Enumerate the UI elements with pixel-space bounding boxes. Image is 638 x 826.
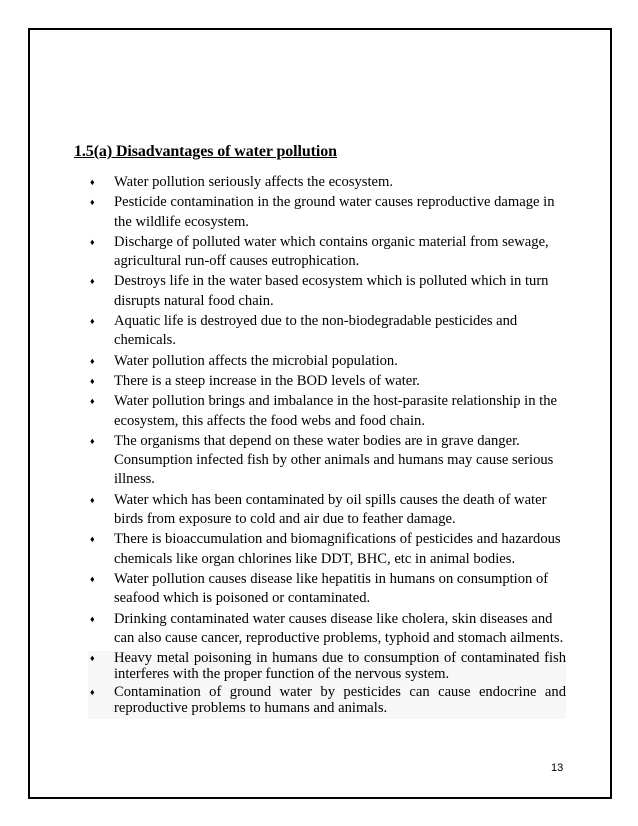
list-item: ♦ Pesticide contamination in the ground water causes reproductive damage in the wildlife ecosystem. <box>90 194 555 230</box>
disadvantages-list <box>88 173 568 649</box>
bullet-icon: ♦ <box>90 653 95 663</box>
bullet-icon: ♦ <box>90 177 95 187</box>
list-item: ♦ There is a steep increase in the BOD levels of water. <box>88 372 568 391</box>
list-item: ♦ Contamination of ground water by pesticides can cause endocrine and reproductive problems to humans and animals. <box>90 684 566 716</box>
bullet-icon: ♦ <box>90 613 95 624</box>
list-item: ♦ Drinking contaminated water causes disease like cholera, skin diseases and can also cause cancer, reproductive problems, typhoid and stomach ailments. <box>90 610 564 646</box>
bullet-icon: ♦ <box>90 355 95 366</box>
bullet-icon: ♦ <box>90 316 95 327</box>
bullet-icon: ♦ <box>90 396 95 407</box>
list-item: ♦ Destroys life in the water based ecosystem which is polluted which in turn disrupts natural food chain. <box>90 273 549 309</box>
bullet-icon: ♦ <box>90 276 95 287</box>
list-item: ♦ Water pollution affects the microbial population. <box>88 352 568 371</box>
bullet-icon: ♦ <box>90 687 95 697</box>
bullet-icon: ♦ <box>90 236 95 247</box>
list-item: ♦ Water pollution causes disease like hepatitis in humans on consumption of seafood which is poisoned or contaminated. <box>90 570 549 607</box>
bullet-icon: ♦ <box>90 375 95 386</box>
list-item: ♦ Discharge of polluted water which contains organic material from sewage, agricultural run-off causes eutrophication. <box>90 233 549 270</box>
bullet-icon: ♦ <box>90 494 95 505</box>
list-item: ♦ There is bioaccumulation and biomagnifications of pesticides and hazardous chemicals like organ chlorines like DDT, BHC, etc in animal bodies. <box>90 531 561 567</box>
bullet-icon: ♦ <box>90 435 95 446</box>
list-item: ♦ The organisms that depend on these water bodies are in grave danger. Consumption infected fish by other animals and humans may cause serious illness. <box>90 432 554 488</box>
list-item: ♦ Water pollution brings and imbalance in the host-parasite relationship in the ecosystem, this affects the food webs and food chain. <box>90 393 558 429</box>
list-item: ♦ Aquatic life is destroyed due to the non-biodegradable pesticides and chemicals. <box>90 313 518 349</box>
section-heading: 1.5(a) Disadvantages of water pollution <box>74 143 337 160</box>
bullet-icon: ♦ <box>90 534 95 545</box>
bullet-icon: ♦ <box>90 197 95 208</box>
page-number: 13 <box>551 762 564 774</box>
bullet-icon: ♦ <box>90 573 95 584</box>
list-item: ♦ Water pollution seriously affects the ecosystem. <box>88 173 568 192</box>
list-item: ♦ Heavy metal poisoning in humans due to consumption of contaminated fish interferes with the proper function of the nervous system. <box>90 650 566 682</box>
disadvantages-list-continued <box>88 651 566 719</box>
list-item: ♦ Water which has been contaminated by oil spills causes the death of water birds from exposure to cold and air due to feather damage. <box>90 491 547 528</box>
